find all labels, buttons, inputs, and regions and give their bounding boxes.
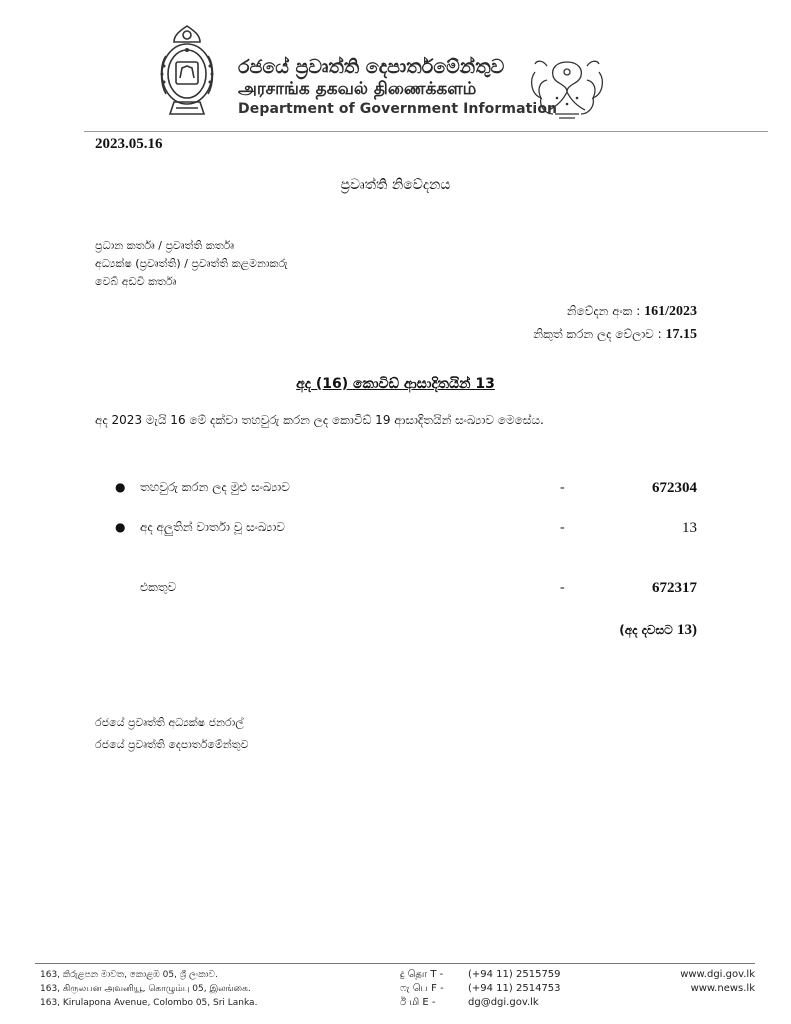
traditional-ornament-icon	[527, 54, 607, 122]
address-line: 163, Kirulapona Avenue, Colombo 05, Sri Lanka.	[40, 998, 258, 1008]
recipients-list	[95, 237, 288, 291]
bullet-icon: ●	[115, 480, 126, 494]
contact-fax	[400, 982, 561, 996]
contact-value: (+94 11) 2515759	[468, 969, 561, 980]
org-name-tamil: அரசாங்க தகவல் திணைக்களம்	[238, 79, 477, 99]
release-number-line	[533, 300, 697, 323]
today-note-prefix: (අද දවසට	[619, 623, 673, 637]
letterhead	[0, 0, 791, 134]
total-value: 672317	[652, 580, 697, 596]
recipient-item: වෙබ් අඩවි කර්තෘ	[95, 275, 177, 288]
document-date: 2023.05.16	[95, 136, 163, 152]
contact-key: ඊ மி E -	[400, 997, 436, 1008]
stat-dash: -	[560, 480, 565, 495]
release-reference	[533, 300, 697, 346]
header-divider	[84, 131, 768, 132]
stat-label: අද අලුතින් වාර්තා වූ සංඛ්‍යාව	[140, 520, 285, 534]
address-line: 163, கிருலபன அவனியூ, கொழும்பு 05, இலங்கை.	[40, 984, 251, 994]
stat-value: 672304	[652, 480, 697, 496]
org-name-sinhala: රජයේ ප්‍රවෘත්ති දෙපාර්තමේන්තුව	[238, 56, 505, 78]
release-number: 161/2023	[644, 304, 697, 319]
bullet-icon: ●	[115, 520, 126, 534]
footer	[0, 968, 791, 1018]
release-time-line	[533, 323, 697, 346]
footer-websites	[680, 968, 755, 996]
headline: අද (16) කොවිඩ් ආසාදිතයින් 13	[296, 376, 495, 392]
contact-value: (+94 11) 2514753	[468, 983, 561, 994]
recipient-item: අධ්‍යක්ෂ (ප්‍රවෘත්ති) / ප්‍රවෘත්ති කළමනාකරු	[95, 257, 288, 270]
footer-contacts	[400, 968, 561, 1010]
stat-dash: -	[560, 520, 565, 535]
release-time-label: නිකුත් කරන ලද වේලාව :	[533, 327, 662, 341]
sri-lanka-emblem-icon	[152, 22, 222, 122]
today-note-value: 13	[677, 622, 692, 638]
contact-key: දු தொ T -	[400, 969, 444, 980]
intro-paragraph: අද 2023 මැයි 16 මේ දක්වා තහවුරු කරන ලද කොවිඩ් 19 ආසාදිතයින් සංඛ්‍යාව මෙසේය.	[95, 413, 544, 427]
recipient-item: ප්‍රධාන කර්තෘ / ප්‍රවෘත්ති කර්තෘ	[95, 239, 234, 252]
organization-names	[238, 56, 557, 118]
stat-value: 13	[682, 520, 697, 536]
today-note-suffix: )	[692, 622, 697, 638]
signature-block	[95, 712, 249, 756]
org-name-english: Department of Government Information	[238, 101, 558, 117]
signature-line: රජයේ ප්‍රවෘත්ති දෙපාර්තමේන්තුව	[95, 738, 249, 751]
total-label: එකතුව	[140, 580, 177, 594]
total-dash: -	[560, 580, 565, 595]
stat-row-new-cases	[95, 520, 697, 542]
stat-row-total	[95, 580, 697, 602]
document-title: ප්‍රවෘත්ති නිවේදනය	[340, 177, 451, 193]
signature-line: රජයේ ප්‍රවෘත්ති අධ්‍යක්ෂ ජනරාල්	[95, 716, 244, 729]
address-line: 163, කිරුළපන මාවත, කොළඹ 05, ශ්‍රී ලංකාව.	[40, 970, 218, 980]
footer-address	[40, 968, 257, 1010]
stat-row-total-confirmed	[95, 480, 697, 502]
release-time: 17.15	[665, 327, 697, 342]
website-link[interactable]: www.news.lk	[690, 983, 755, 994]
release-number-label: නිවේදන අංක :	[566, 304, 641, 318]
stat-label: තහවුරු කරන ලද මුළු සංඛ්‍යාව	[140, 480, 290, 494]
contact-key: ෆැ பெ F -	[400, 983, 444, 994]
today-count-note	[619, 622, 697, 639]
contact-value: dg@dgi.gov.lk	[468, 997, 539, 1008]
contact-email	[400, 996, 561, 1010]
footer-divider	[35, 963, 755, 964]
website-link[interactable]: www.dgi.gov.lk	[680, 969, 755, 980]
contact-phone	[400, 968, 561, 982]
